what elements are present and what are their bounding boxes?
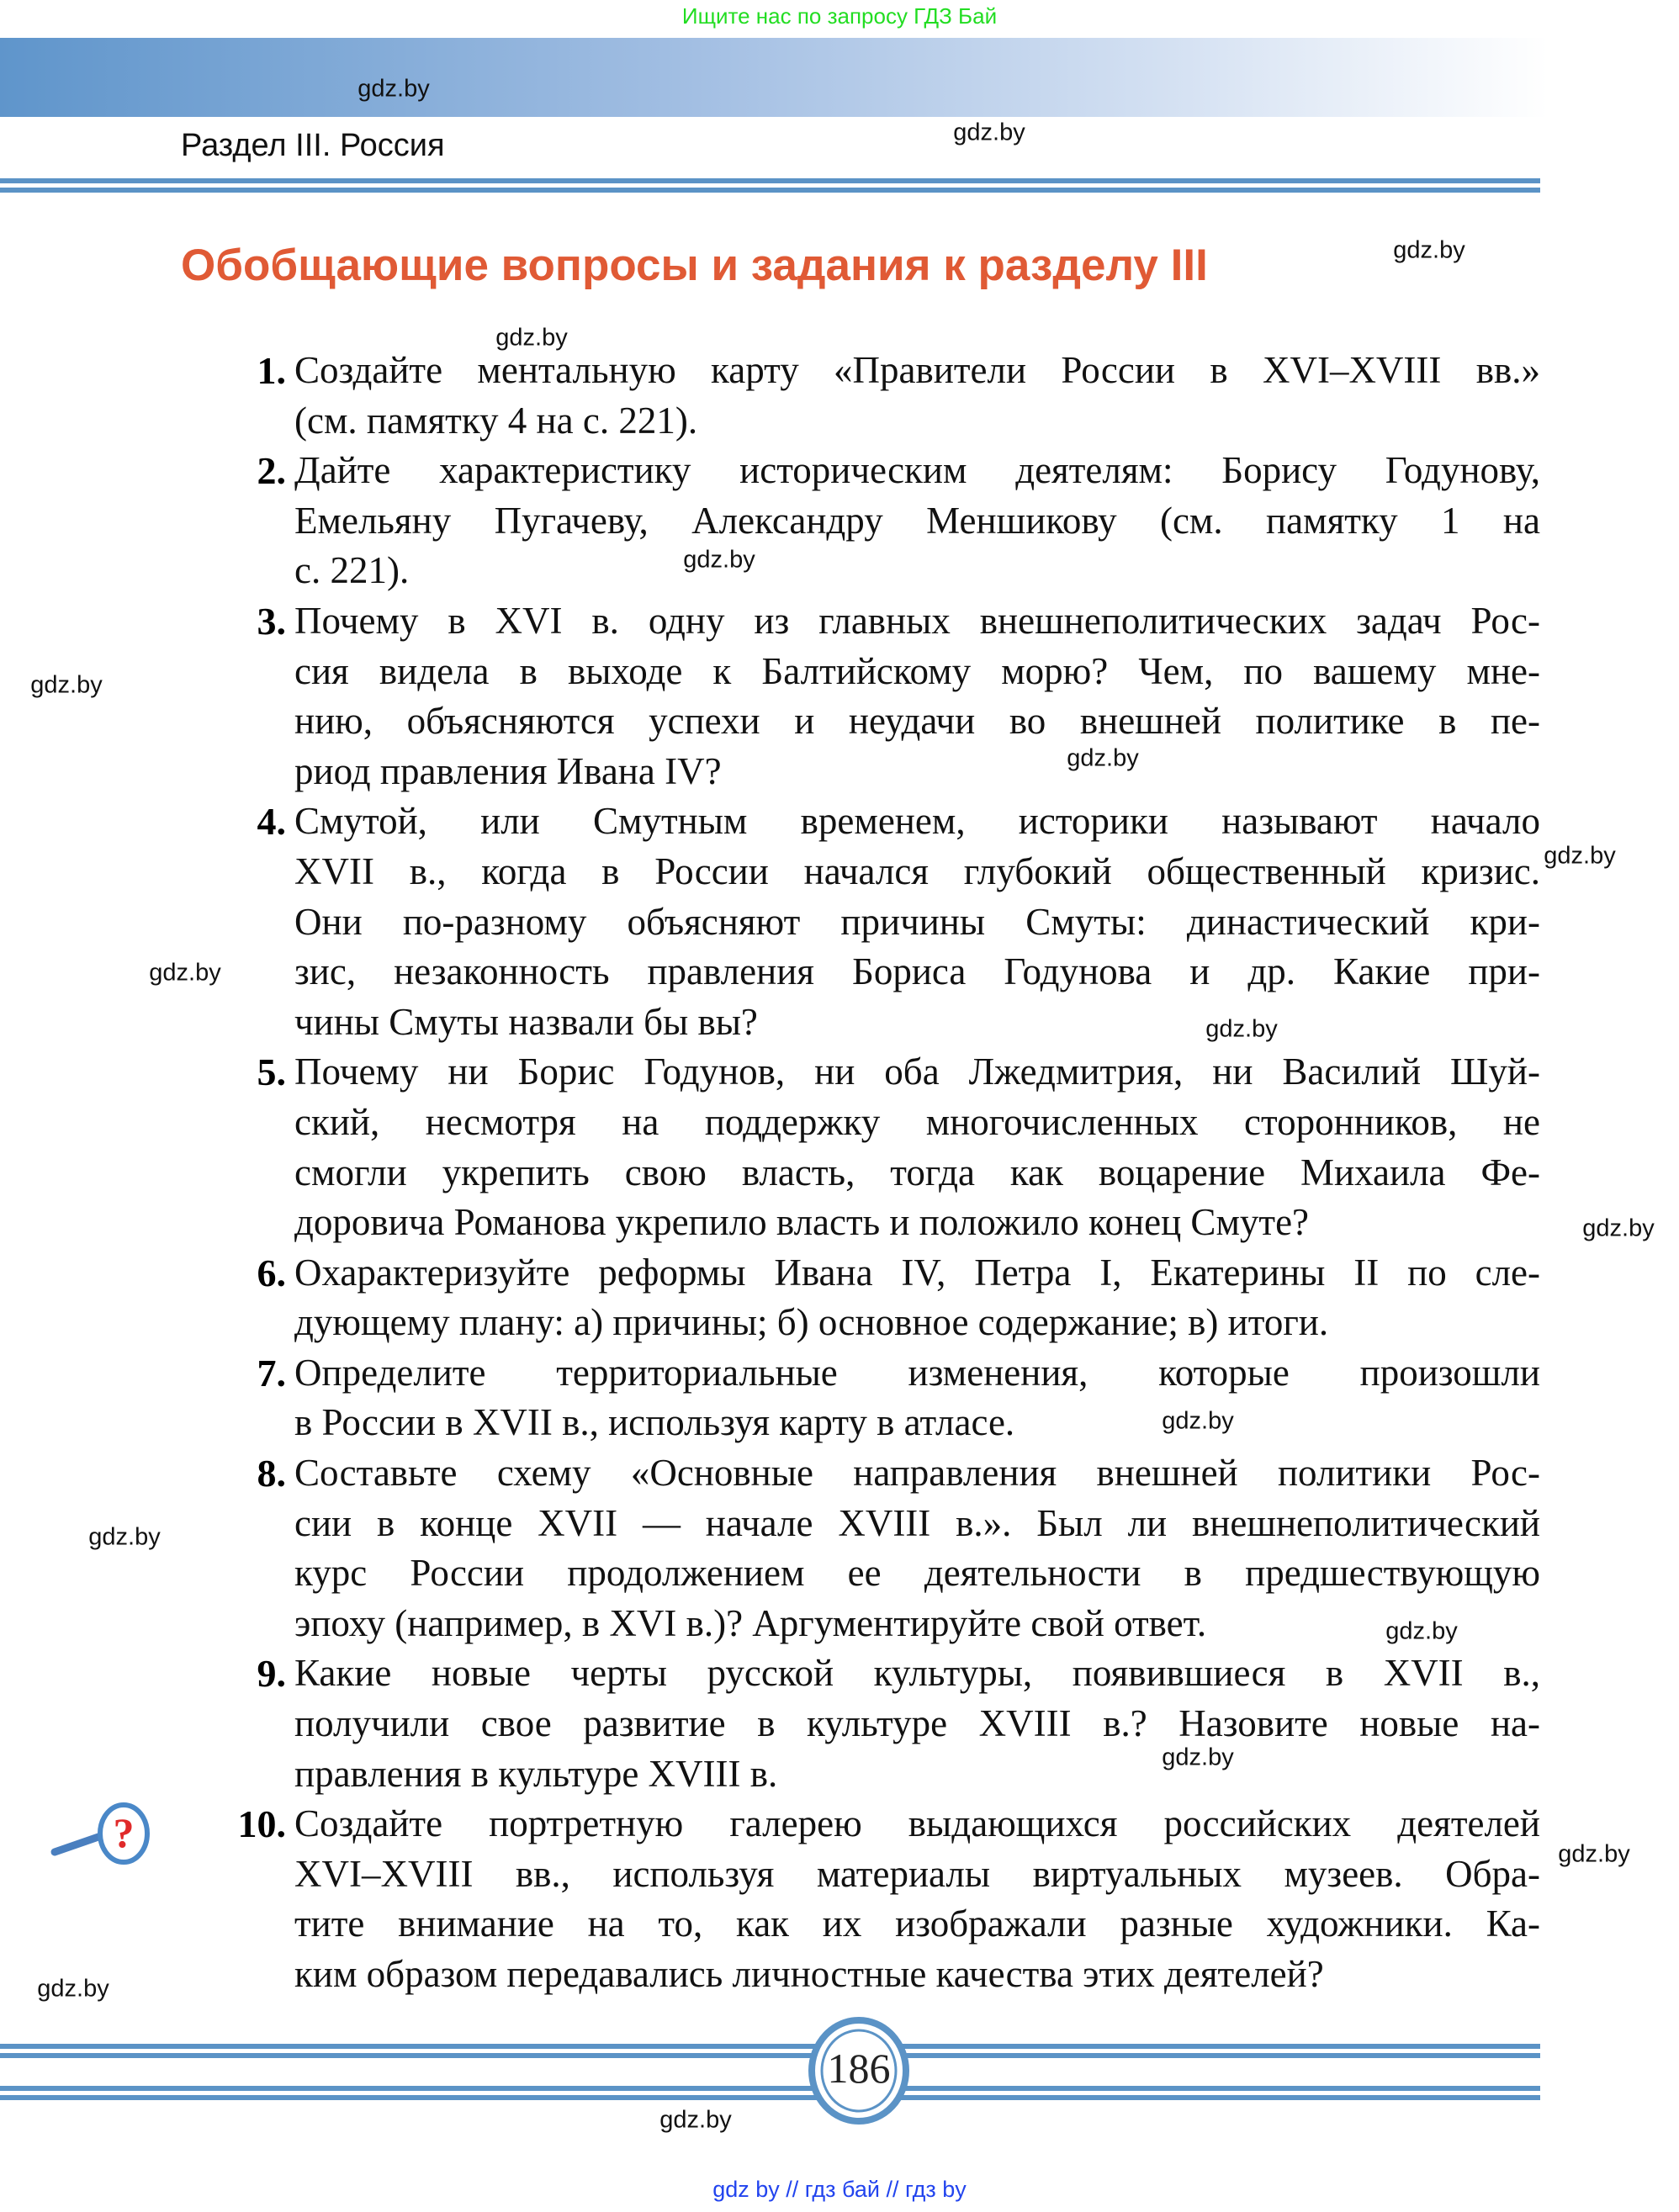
footer-rule-4	[0, 2095, 1540, 2100]
question-text-line: ский, несмотря на поддержку многочисленных сторонников, не	[294, 1100, 1540, 1143]
watermark: gdz.by	[1067, 744, 1139, 772]
question-item	[0, 1348, 1679, 1448]
question-text-line: Определите территориальные изменения, которые произошли	[294, 1351, 1540, 1394]
magnifier-question-icon	[46, 1800, 164, 1876]
question-text-line: XVI–XVIII вв., используя материалы виртуальных музеев. Обра-	[294, 1852, 1540, 1895]
question-text-line: сии в конце XVII — начале XVIII в.». Был ли внешнеполитический	[294, 1501, 1540, 1544]
watermark: gdz.by	[1393, 236, 1465, 264]
question-number: 3.	[257, 599, 286, 643]
question-text-line: Емельяну Пугачеву, Александру Меншикову (см. памятку 1 на	[294, 499, 1540, 542]
question-number: 1.	[257, 349, 286, 392]
header-band	[0, 38, 1548, 117]
section-label: Раздел III. Россия	[181, 128, 445, 163]
question-text-line: Создайте ментальную карту «Правители России в XVI–XVIII вв.»	[294, 349, 1540, 391]
svg-text:?: ?	[113, 1809, 135, 1856]
question-item	[0, 796, 1679, 1047]
watermark: gdz.by	[1558, 1840, 1630, 1868]
question-text-line: получили свое развитие в культуре XVIII в.? Назовите новые на-	[294, 1702, 1540, 1745]
question-text-line: ким образом передавались личностные качества этих деятелей?	[294, 1953, 1324, 1995]
question-item	[0, 446, 1679, 596]
question-list	[0, 346, 1679, 2000]
question-text-line: Какие новые черты русской культуры, появившиеся в XVII в.,	[294, 1652, 1540, 1695]
question-text-line: чины Смуты назвали бы вы?	[294, 1000, 758, 1043]
question-text-line: Почему ни Борис Годунов, ни оба Лжедмитрия, ни Василий Шуй-	[294, 1050, 1540, 1093]
header-rule-2	[0, 188, 1540, 193]
question-text-line: правления в культуре XVIII в.	[294, 1752, 778, 1795]
question-text-line: доровича Романова укрепило власть и положило конец Смуте?	[294, 1201, 1310, 1244]
page-title: Обобщающие вопросы и задания к разделу III	[181, 241, 1208, 290]
question-number: 8.	[257, 1452, 286, 1495]
footer-links[interactable]: gdz by // гдз бай // гдз by	[712, 2177, 967, 2202]
question-item	[0, 1799, 1679, 1999]
question-text-line: дующему плану: а) причины; б) основное содержание; в) итоги.	[294, 1301, 1329, 1344]
watermark: gdz.by	[1582, 1214, 1655, 1242]
watermark: gdz.by	[1162, 1744, 1234, 1771]
question-item	[0, 1047, 1679, 1247]
question-item	[0, 346, 1679, 446]
question-text-line: (см. памятку 4 на с. 221).	[294, 399, 698, 442]
watermark: gdz.by	[495, 324, 568, 352]
footer-rule-1	[0, 2044, 1540, 2049]
watermark: gdz.by	[30, 671, 103, 699]
question-item	[0, 1248, 1679, 1348]
question-text-line: Составьте схему «Основные направления внешней политики Рос-	[294, 1452, 1540, 1495]
question-number: 9.	[257, 1652, 286, 1696]
watermark: gdz.by	[88, 1523, 161, 1551]
question-number: 4.	[257, 800, 286, 844]
question-text-line: Смутой, или Смутным временем, историки называют начало	[294, 800, 1540, 843]
watermark: gdz.by	[149, 959, 221, 987]
question-number: 6.	[257, 1251, 286, 1294]
watermark: gdz.by	[659, 2106, 732, 2134]
question-text-line: Охарактеризуйте реформы Ивана IV, Петра I, Екатерины II по сле-	[294, 1251, 1540, 1294]
watermark: gdz.by	[683, 546, 755, 574]
page-number: 186	[827, 2045, 891, 2092]
watermark: gdz.by	[1544, 842, 1616, 870]
footer-rule-2	[0, 2053, 1540, 2058]
question-text-line: сия видела в выходе к Балтийскому морю? Чем, по вашему мне-	[294, 649, 1540, 692]
question-item	[0, 596, 1679, 796]
question-number: 7.	[257, 1351, 286, 1394]
question-text-line: Они по-разному объясняют причины Смуты: династический кри-	[294, 900, 1540, 943]
question-number: 2.	[257, 449, 286, 493]
question-text-line: нию, объясняются успехи и неудачи во внешней политике в пе-	[294, 700, 1540, 743]
question-text-line: Создайте портретную галерею выдающихся российских деятелей	[294, 1802, 1540, 1845]
question-text-line: риод правления Ивана IV?	[294, 749, 722, 792]
question-text-line: тите внимание на то, как их изображали разные художники. Ка-	[294, 1902, 1540, 1945]
header-rule-1	[0, 178, 1540, 183]
watermark: gdz.by	[1162, 1407, 1234, 1435]
watermark: gdz.by	[953, 119, 1025, 146]
question-text-line: с. 221).	[294, 549, 410, 592]
question-text-line: в России в XVII в., используя карту в атласе.	[294, 1401, 1015, 1444]
question-text-line: Дайте характеристику историческим деятелям: Борису Годунову,	[294, 449, 1540, 492]
watermark: gdz.by	[37, 1975, 109, 2003]
question-number: 5.	[257, 1050, 286, 1094]
question-number: 10.	[237, 1802, 286, 1846]
question-item	[0, 1648, 1679, 1799]
question-text-line: смогли укрепить свою власть, тогда как воцарение Михаила Фе-	[294, 1151, 1540, 1193]
watermark: gdz.by	[1205, 1015, 1278, 1043]
question-text-line: курс России продолжением ее деятельности в предшествующую	[294, 1552, 1540, 1595]
watermark: gdz.by	[1385, 1617, 1458, 1645]
question-text-line: Почему в XVI в. одну из главных внешнеполитических задач Рос-	[294, 599, 1540, 642]
question-text-line: XVII в., когда в России начался глубокий общественный кризис.	[294, 849, 1540, 892]
search-hint: Ищите нас по запросу ГДЗ Бай	[681, 3, 998, 29]
watermark: gdz.by	[358, 75, 430, 103]
question-text-line: зис, незаконность правления Бориса Годунова и др. Какие при-	[294, 950, 1540, 993]
footer-rule-3	[0, 2086, 1540, 2091]
question-text-line: эпоху (например, в XVI в.)? Аргументируйте свой ответ.	[294, 1601, 1207, 1644]
